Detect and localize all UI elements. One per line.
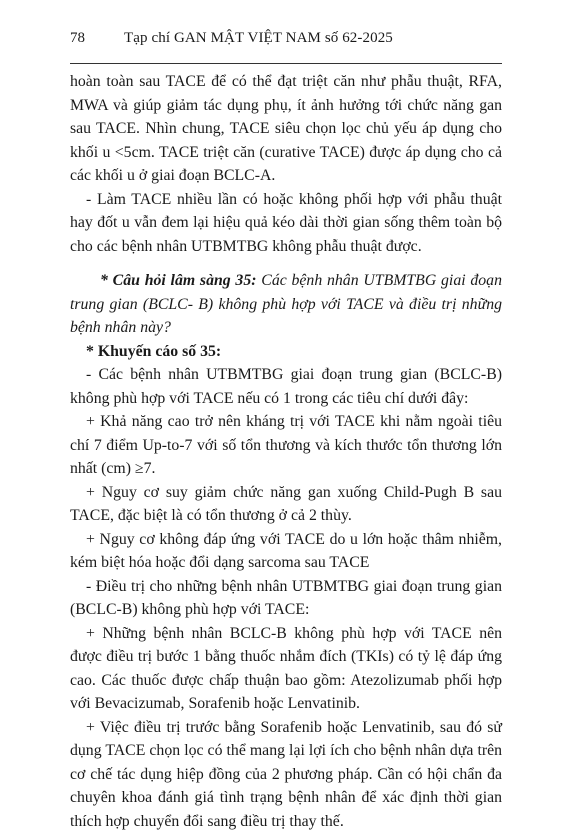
journal-title: Tạp chí GAN MẬT VIỆT NAM số 62-2025 — [124, 30, 393, 47]
clinical-question-text: Các bệnh nhân UTBMTBG giai đoạn trung gian (BCLC- B) không phù hợp với TACE và điều trị những bệnh nhân này? — [70, 272, 502, 336]
header-rule — [70, 63, 502, 64]
treatment-tkis: + Những bệnh nhân BCLC-B không phù hợp với TACE nên được điều trị bước 1 bằng thuốc nhắm đích (TKIs) có tỷ lệ đáp ứng cao. Các thuốc được chấp thuận bao gồm: Atezolizumab phối hợp với Bevacizumab, Sorafenib hoặc Lenvatinib. — [70, 622, 502, 716]
paragraph-continuation: hoàn toàn sau TACE để có thể đạt triệt căn như phẫu thuật, RFA, MWA và giúp giảm tác dụng phụ, ít ảnh hưởng tới chức năng gan sau TACE. Nhìn chung, TACE siêu chọn lọc chủ yếu áp dụng cho khối u <5cm. TACE triệt căn (curative TACE) được áp dụng cho cả các khối u ở giai đoạn BCLC-A. — [70, 70, 502, 188]
criterion-up-to-7: + Khả năng cao trở nên kháng trị với TACE khi nằm ngoài tiêu chí 7 điểm Up-to-7 với số tổn thương và kích thước tổn thương lớn nhất (cm) ≥7. — [70, 410, 502, 481]
paragraph-treatment-intro: - Điều trị cho những bệnh nhân UTBMTBG giai đoạn trung gian (BCLC-B) không phù hợp với TACE: — [70, 575, 502, 622]
clinical-question — [70, 269, 502, 340]
criterion-no-response: + Nguy cơ không đáp ứng với TACE do u lớn hoặc thâm nhiễm, kém biệt hóa hoặc đổi dạng sarcoma sau TACE — [70, 528, 502, 575]
page-number: 78 — [70, 30, 85, 47]
article-body — [70, 70, 502, 833]
clinical-question-label: * Câu hỏi lâm sàng 35: — [100, 272, 257, 289]
criterion-child-pugh: + Nguy cơ suy giảm chức năng gan xuống Child-Pugh B sau TACE, đặc biệt là có tổn thương ở cả 2 thùy. — [70, 481, 502, 528]
recommendation-heading: * Khuyến cáo số 35: — [70, 340, 502, 364]
paragraph-repeat-tace: - Làm TACE nhiều lần có hoặc không phối hợp với phẫu thuật hay đốt u vẫn đem lại hiệu quả kéo dài thời gian sống thêm toàn bộ cho các bệnh nhân UTBMTBG không phẫu thuật được. — [70, 188, 502, 259]
section-gap — [70, 258, 502, 269]
running-header — [70, 30, 502, 52]
treatment-sequential: + Việc điều trị trước bằng Sorafenib hoặc Lenvatinib, sau đó sử dụng TACE chọn lọc có thể mang lại lợi ích cho bệnh nhân dựa trên cơ chế tác dụng hiệp đồng của 2 phương pháp. Cần có hội chẩn đa chuyên khoa đánh giá tình trạng bệnh nhân để xác định thời gian thích hợp chuyển đổi sang điều trị thay thế. — [70, 716, 502, 833]
paragraph-criteria-intro: - Các bệnh nhân UTBMTBG giai đoạn trung gian (BCLC-B) không phù hợp với TACE nếu có 1 trong các tiêu chí dưới đây: — [70, 363, 502, 410]
